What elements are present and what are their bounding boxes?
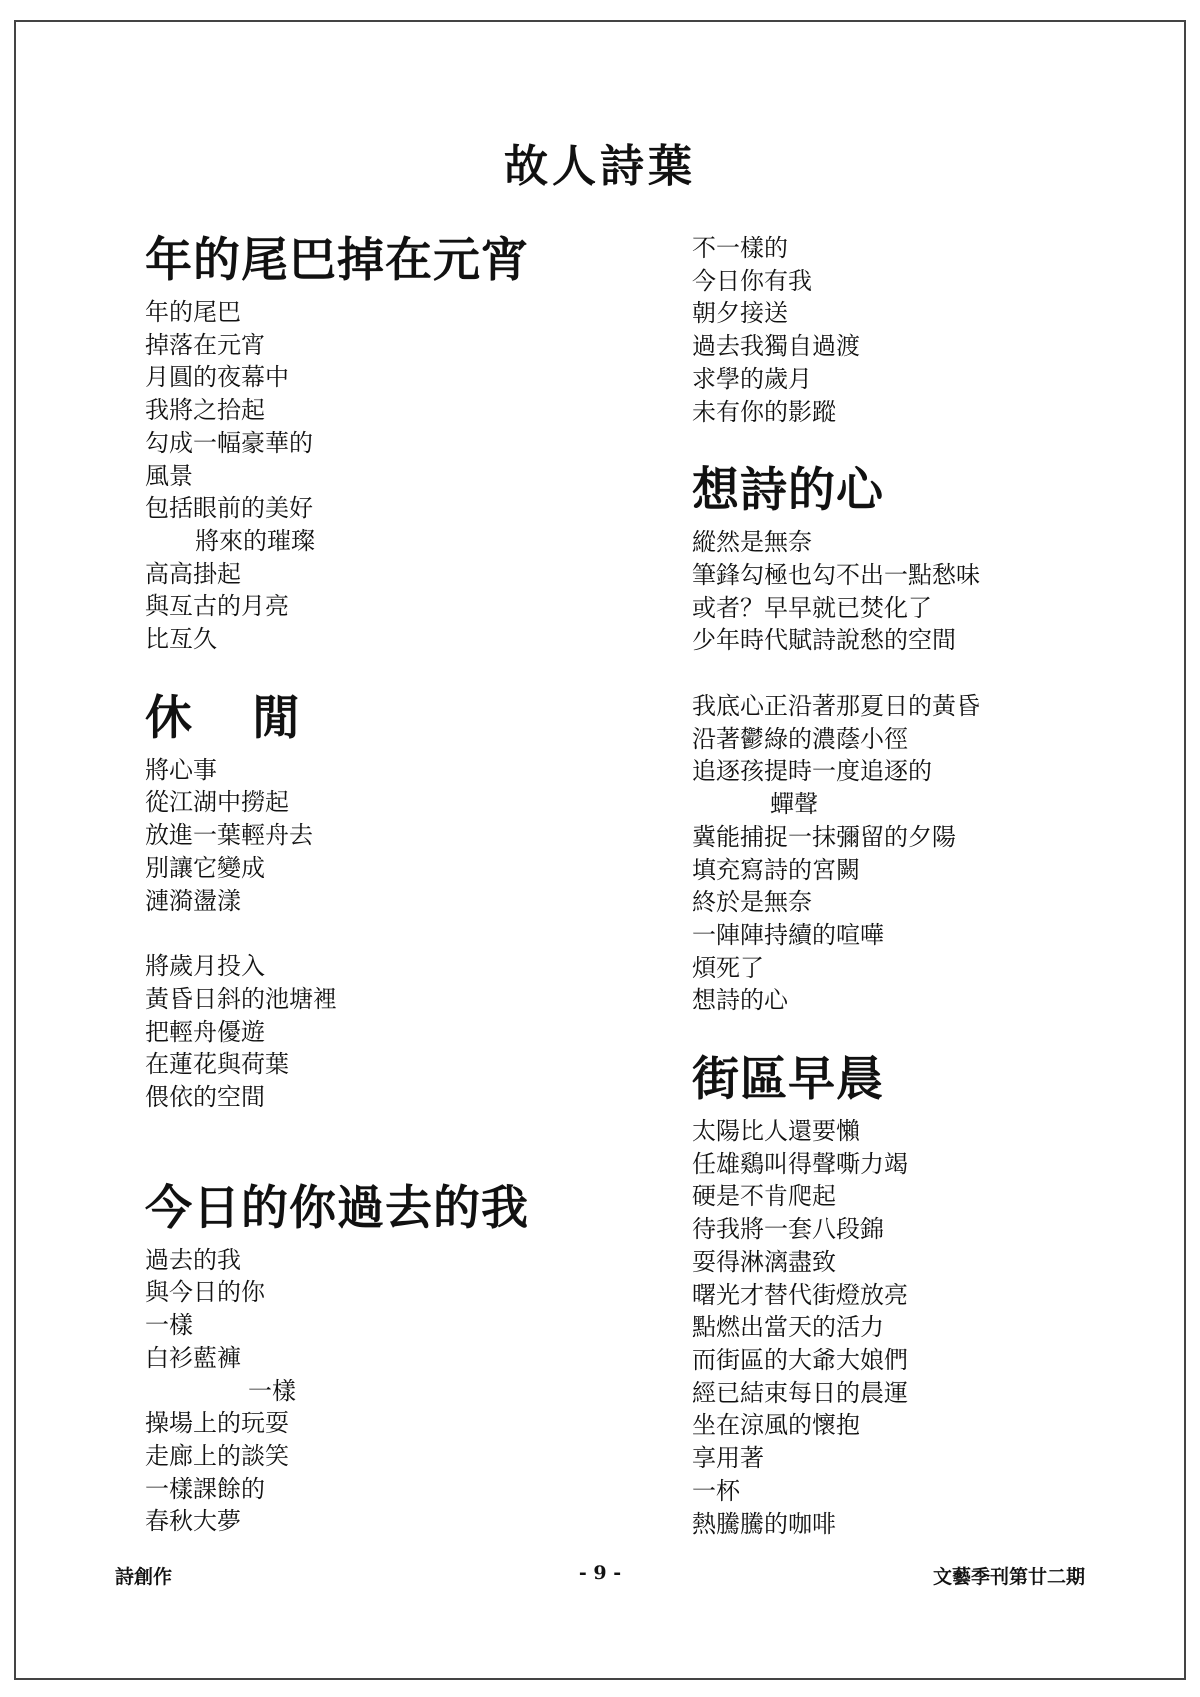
- poem-title: 年的尾巴掉在元宵: [145, 233, 529, 288]
- poem-line: 追逐孩提時一度追逐的: [692, 757, 932, 786]
- poem-nian-de-weiba: [145, 232, 665, 656]
- poem-line: 朝夕接送: [692, 299, 788, 328]
- poem-jinri-de-ni: [145, 1180, 665, 1538]
- poem-line: 包括眼前的美好: [145, 494, 313, 523]
- poem-line: 黃昏日斜的池塘裡: [145, 984, 337, 1013]
- poem-line: 走廊上的談笑: [145, 1441, 289, 1470]
- poem-line: 我底心正沿著那夏日的黃昏: [692, 692, 980, 721]
- page-title: 故人詩葉: [504, 141, 696, 192]
- poem-line: 任雄鷄叫得聲嘶力竭: [692, 1149, 908, 1178]
- poem-line: 別讓它變成: [145, 853, 265, 882]
- poem-title: 今日的你過去的我: [145, 1180, 529, 1236]
- poem-line: 白衫藍褲: [145, 1343, 241, 1372]
- poem-line: 填充寫詩的宮闕: [692, 855, 860, 884]
- poem-line: 一陣陣持續的喧嘩: [692, 920, 884, 949]
- stanza: [692, 232, 1172, 428]
- left-column: [145, 232, 665, 1538]
- poem-line: 與亙古的月亮: [145, 592, 289, 621]
- poem-line: 未有你的影蹤: [692, 397, 836, 426]
- spacer: [692, 1017, 1172, 1051]
- stanza: [145, 1244, 665, 1538]
- poem-line: 放進一葉輕舟去: [145, 821, 313, 850]
- poem-line: 不一樣的: [692, 234, 788, 262]
- poem-line: 高高掛起: [145, 559, 241, 588]
- poem-line: 少年時代賦詩說愁的空間: [692, 626, 956, 655]
- poem-line: 或者？早早就已焚化了: [692, 593, 932, 622]
- poem-line: 縱然是無奈: [692, 528, 812, 557]
- poem-line: 想詩的心: [692, 986, 788, 1015]
- poem-line: 一杯: [692, 1476, 740, 1505]
- poem-line: 月圓的夜幕中: [145, 363, 289, 392]
- stanza: [692, 690, 1172, 1017]
- poem-line: 太陽比人還要懶: [692, 1117, 860, 1146]
- poem-line: 將來的璀璨: [195, 526, 315, 555]
- poem-line: 漣漪盪漾: [145, 886, 241, 915]
- stanza: [145, 950, 665, 1114]
- poem-line: 煩死了: [692, 953, 764, 982]
- poem-xiang-shi-de-xin: [692, 462, 1172, 1017]
- poem-line: 過去我獨自過渡: [692, 332, 860, 361]
- poem-line: 把輕舟優遊: [145, 1017, 265, 1046]
- poem-line: 今日你有我: [692, 266, 812, 295]
- poem-line: 從江湖中撈起: [145, 788, 289, 817]
- poem-line: 我將之拾起: [145, 396, 265, 425]
- poem-line: 終於是無奈: [692, 888, 812, 917]
- poem-line: 年的尾巴: [145, 298, 241, 326]
- poem-line: 熱騰騰的咖啡: [692, 1509, 836, 1538]
- poem-line: 過去的我: [145, 1245, 241, 1274]
- poem-line: 享用著: [692, 1444, 764, 1473]
- poem-jinri-de-ni-continued: [692, 232, 1172, 428]
- spacer: [145, 656, 665, 690]
- poem-line: 而街區的大爺大娘們: [692, 1345, 908, 1374]
- stanza: [692, 526, 1172, 657]
- poem-line: 曙光才替代街燈放亮: [692, 1280, 908, 1309]
- page-number: - 9 -: [578, 1562, 622, 1584]
- poem-line: 點燃出當天的活力: [692, 1313, 884, 1342]
- poem-line: 蟬聲: [770, 790, 818, 819]
- poem-line: 在蓮花與荷葉: [145, 1050, 289, 1079]
- poem-xiuxian: [145, 690, 665, 1114]
- poem-line: 一樣課餘的: [145, 1474, 265, 1503]
- poem-line: 冀能捕捉一抹彌留的夕陽: [692, 822, 956, 851]
- poem-line: 操場上的玩耍: [145, 1409, 289, 1438]
- poem-line: 春秋大夢: [145, 1507, 241, 1536]
- stanza: [145, 754, 665, 918]
- spacer: [145, 1114, 665, 1180]
- poem-line: 勾成一幅豪華的: [145, 428, 313, 457]
- poem-line: 一樣: [145, 1311, 193, 1340]
- spacer: [692, 428, 1172, 462]
- poem-line: 筆鋒勾極也勾不出一點愁味: [692, 560, 980, 589]
- poem-line: 經已結束每日的晨運: [692, 1378, 908, 1407]
- stanza: [692, 1115, 1172, 1540]
- poem-line: 風景: [145, 461, 193, 490]
- poem-line: 比亙久: [145, 625, 217, 654]
- publication-name: 文藝季刊第廿二期: [932, 1566, 1085, 1588]
- poem-line: 一樣: [248, 1376, 296, 1405]
- poem-line: 將歲月投入: [145, 952, 265, 981]
- stanza: [145, 296, 665, 656]
- poem-line: 將心事: [145, 755, 217, 784]
- poem-line: 沿著鬱綠的濃蔭小徑: [692, 724, 908, 753]
- poem-line: 偎依的空間: [145, 1083, 265, 1112]
- poem-title: 休 閒: [145, 690, 322, 746]
- poem-line: 待我將一套八段錦: [692, 1215, 884, 1244]
- poem-line: 掉落在元宵: [145, 330, 265, 359]
- poem-line: 求學的歲月: [692, 364, 812, 393]
- poem-line: 與今日的你: [145, 1278, 265, 1307]
- poem-line: 耍得淋漓盡致: [692, 1247, 836, 1276]
- right-column: [692, 232, 1172, 1540]
- footer-section-label: 詩創作: [115, 1566, 173, 1588]
- poem-jiequ-zaochen: [692, 1051, 1172, 1540]
- poem-line: 硬是不肯爬起: [692, 1182, 836, 1211]
- poem-line: 坐在涼風的懷抱: [692, 1411, 860, 1440]
- poem-title: 想詩的心: [692, 463, 884, 519]
- poem-title: 街區早晨: [692, 1052, 884, 1108]
